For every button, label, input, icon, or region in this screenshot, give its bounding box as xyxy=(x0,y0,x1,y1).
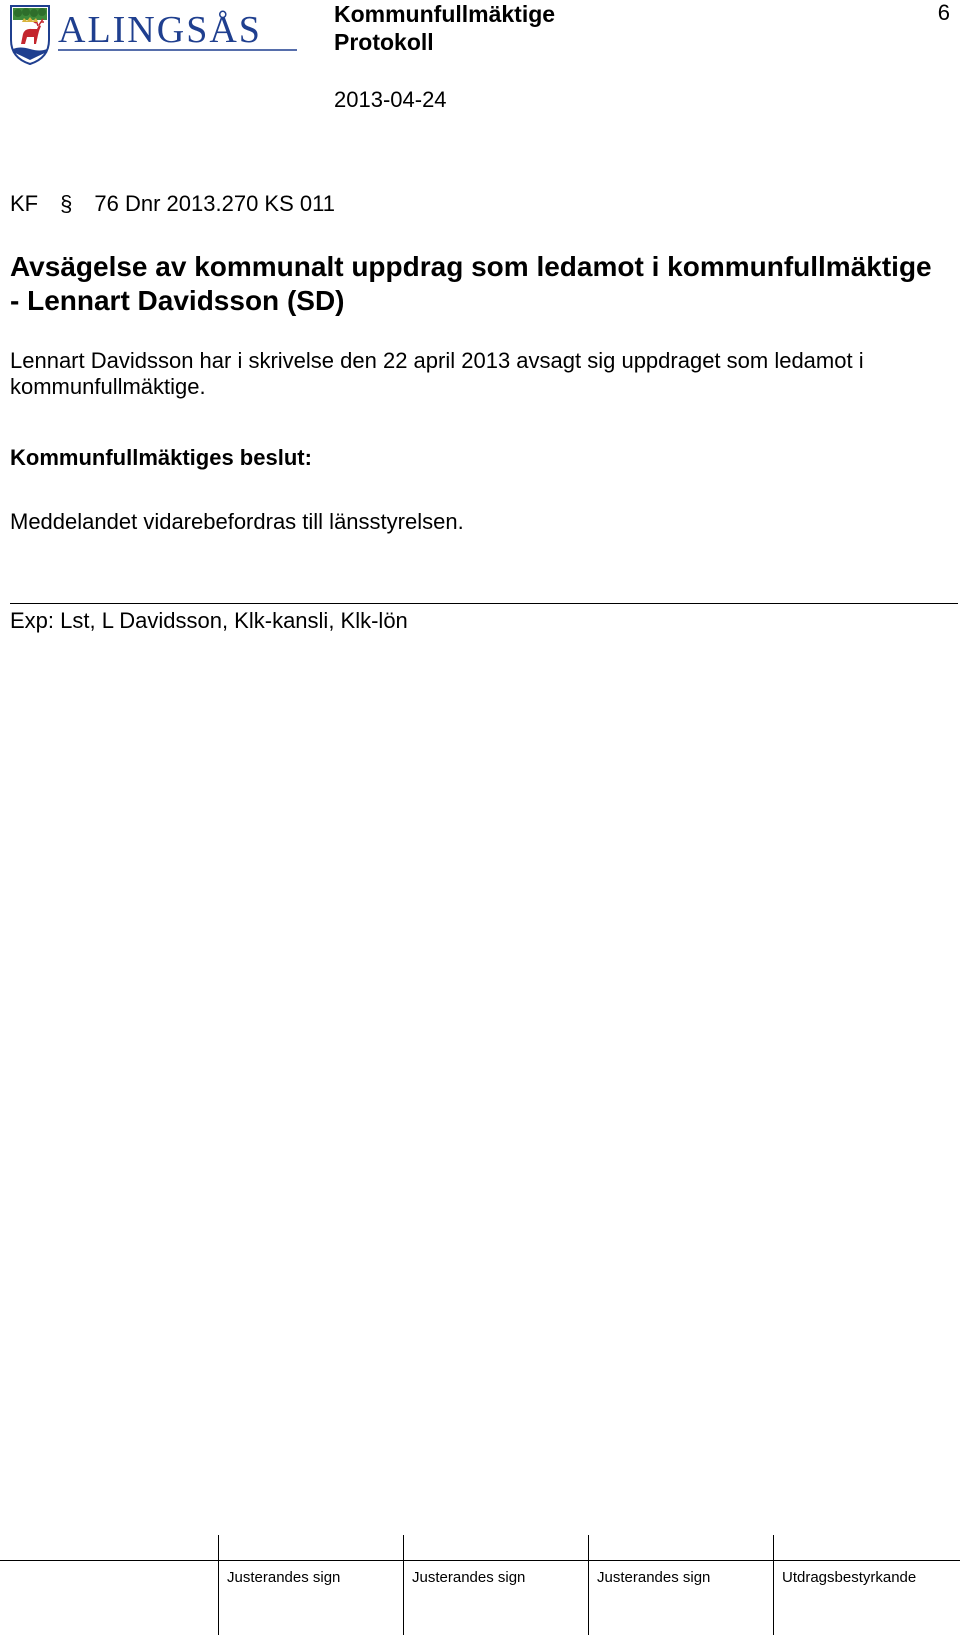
case-org: KF xyxy=(10,191,39,216)
expedition-divider xyxy=(10,603,958,604)
decision-heading: Kommunfullmäktiges beslut: xyxy=(10,445,312,470)
signature-label: Utdragsbestyrkande xyxy=(782,1569,917,1586)
document-type: Protokoll xyxy=(334,29,434,55)
signature-column-divider xyxy=(403,1535,404,1635)
meeting-date: 2013-04-24 xyxy=(334,87,447,112)
section-number: 76 xyxy=(94,191,119,216)
case-dnr: Dnr 2013.270 KS xyxy=(124,191,294,216)
signature-column-divider xyxy=(218,1535,219,1635)
signature-label: Justerandes sign xyxy=(412,1569,526,1586)
item-heading: Avsägelse av kommunalt uppdrag som ledamot i kommunfullmäktige - Lennart Davidsson (SD) xyxy=(10,251,932,316)
section-symbol: § xyxy=(60,191,73,216)
case-reference xyxy=(10,190,335,218)
coat-of-arms-icon xyxy=(11,6,49,64)
page-number: 6 xyxy=(937,0,950,25)
signature-column-divider xyxy=(588,1535,589,1635)
signature-label: Justerandes sign xyxy=(227,1569,341,1586)
signature-column-divider xyxy=(773,1535,774,1635)
logo-wordmark: ALINGSÅS xyxy=(58,9,262,51)
expedition-line: Exp: Lst, L Davidsson, Klk-kansli, Klk-lön xyxy=(10,608,408,633)
alingsas-logo xyxy=(10,4,300,66)
document-body-title: Kommunfullmäktige xyxy=(334,1,556,27)
decision-text: Meddelandet vidarebefordras till länsstyrelsen. xyxy=(10,509,464,534)
item-description: Lennart Davidsson har i skrivelse den 22 april 2013 avsagt sig uppdraget som ledamot i kommunfullmäktige. xyxy=(10,348,864,399)
signature-label: Justerandes sign xyxy=(597,1569,711,1586)
case-code: 011 xyxy=(299,191,335,216)
signature-divider xyxy=(0,1560,960,1561)
